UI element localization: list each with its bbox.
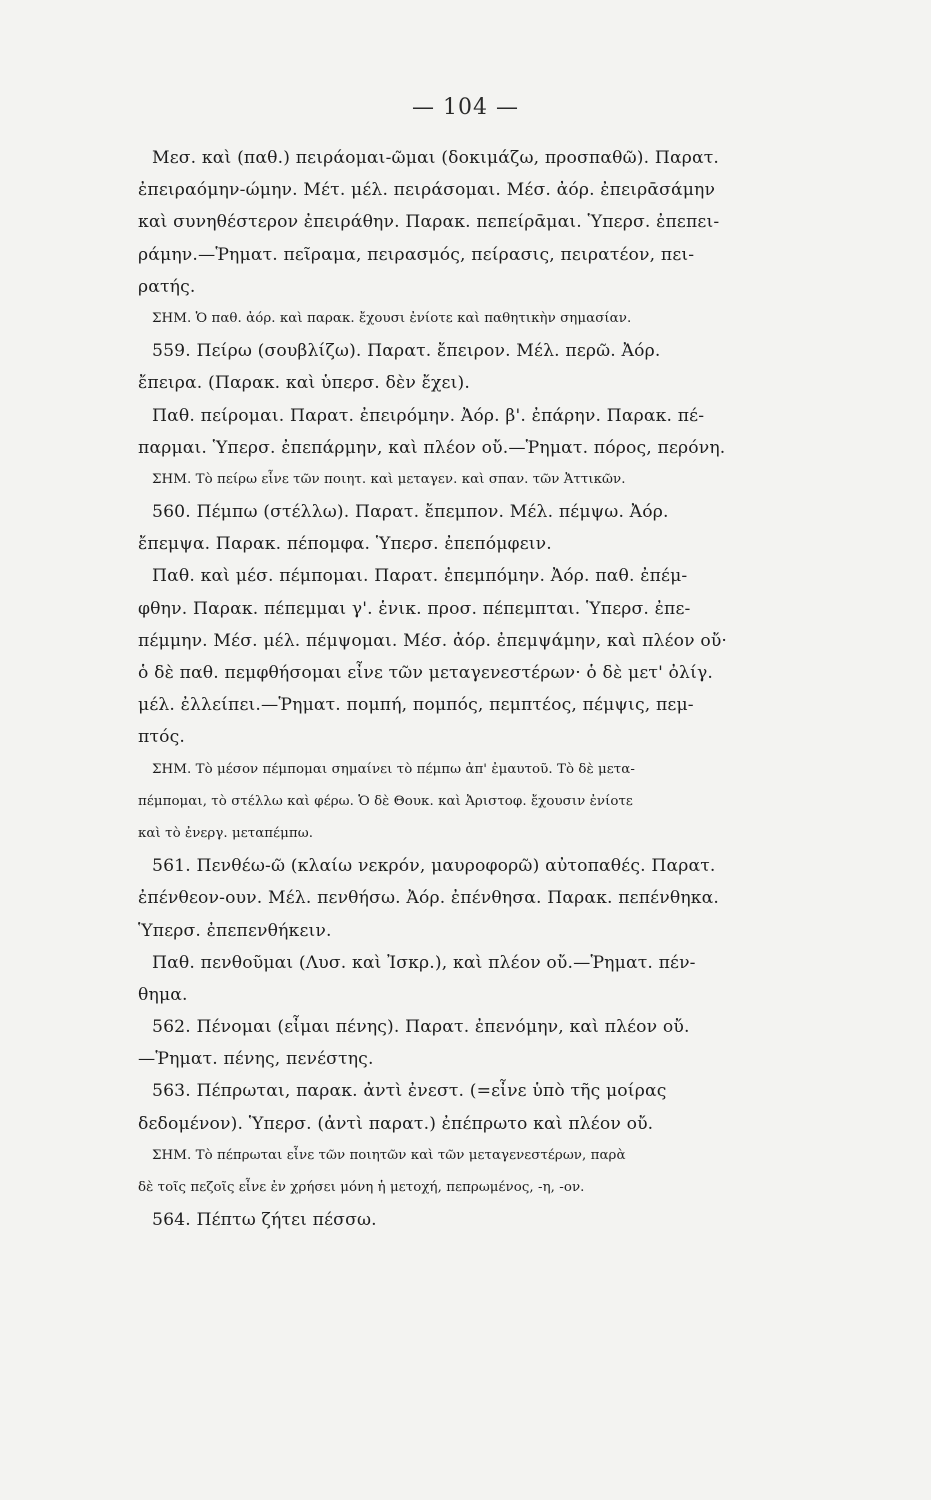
text-line: μέλ. ἐλλείπει.—Ῥηματ. πομπή, πομπός, πεμπτέος, πέμψις, πεμ- xyxy=(138,695,694,716)
text-line: Παθ. καὶ μέσ. πέμπομαι. Παρατ. ἐπεμπόμην. Ἀόρ. παθ. ἐπέμ- xyxy=(152,566,688,587)
note-line: δὲ τοῖς πεζοῖς εἶνε ἐν χρήσει μόνη ἡ μετοχή, πεπρωμένος, -η, -ον. xyxy=(138,1180,585,1195)
text-line: 564. Πέπτω ζήτει πέσσω. xyxy=(152,1210,377,1231)
text-line: δεδομένον). Ὑπερσ. (ἀντὶ παρατ.) ἐπέπρωτο καὶ πλέον οὔ. xyxy=(138,1113,654,1134)
text-line: ἔπεμψα. Παρακ. πέπομφα. Ὑπερσ. ἐπεπόμφειν. xyxy=(138,534,552,555)
note-line: καὶ τὸ ἐνεργ. μεταπέμπω. xyxy=(138,825,314,841)
text-line: φθην. Παρακ. πέπεμμαι γ'. ἑνικ. προσ. πέπεμπται. Ὑπερσ. ἐπε- xyxy=(138,598,691,619)
text-line: ὁ δὲ παθ. πεμφθήσομαι εἶνε τῶν μεταγενεστέρων· ὁ δὲ μετ' ὀλίγ. xyxy=(138,663,714,683)
text-line: Μεσ. καὶ (παθ.) πειράομαι-ῶμαι (δοκιμάζω, προσπαθῶ). Παρατ. xyxy=(152,148,720,168)
text-line: 560. Πέμπω (στέλλω). Παρατ. ἔπεμπον. Μέλ. πέμψω. Ἀόρ. xyxy=(152,502,669,523)
text-line: πέμμην. Μέσ. μέλ. πέμψομαι. Μέσ. ἀόρ. ἐπεμψάμην, καὶ πλέον οὔ· xyxy=(138,630,728,651)
text-line: 559. Πείρω (σουβλίζω). Παρατ. ἔπειρον. Μέλ. περῶ. Ἀόρ. xyxy=(152,341,661,362)
page-body xyxy=(138,142,828,1236)
text-line: 561. Πενθέω-ῶ (κλαίω νεκρόν, μαυροφορῶ) αὐτοπαθές. Παρατ. xyxy=(152,856,716,877)
text-line: 563. Πέπρωται, παρακ. ἀντὶ ἐνεστ. (=εἶνε ὑπὸ τῆς μοίρας xyxy=(152,1081,667,1102)
text-line: Παθ. πείρομαι. Παρατ. ἐπειρόμην. Ἀόρ. β'. ἐπάρην. Παρακ. πέ- xyxy=(152,405,705,426)
note-line: ΣΗΜ. Τὸ μέσον πέμπομαι σημαίνει τὸ πέμπω ἀπ' ἐμαυτοῦ. Τὸ δὲ μετα- xyxy=(152,761,635,777)
text-line: Ὑπερσ. ἐπεπενθήκειν. xyxy=(138,920,332,941)
note-line: ΣΗΜ. Ὁ παθ. ἀόρ. καὶ παρακ. ἔχουσι ἐνίοτε καὶ παθητικὴν σημασίαν. xyxy=(152,310,632,326)
text-line: παρμαι. Ὑπερσ. ἐπεπάρμην, καὶ πλέον οὔ.—Ῥηματ. πόρος, περόνη. xyxy=(138,437,726,458)
text-line: ἔπειρα. (Παρακ. καὶ ὑπερσ. δὲν ἔχει). xyxy=(138,373,470,394)
note-line: πέμπομαι, τὸ στέλλω καὶ φέρω. Ὁ δὲ Θουκ. καὶ Ἀριστοφ. ἔχουσιν ἐνίοτε xyxy=(138,793,633,809)
text-line: 562. Πένομαι (εἶμαι πένης). Παρατ. ἐπενόμην, καὶ πλέον οὔ. xyxy=(152,1017,690,1038)
text-line: ρατής. xyxy=(138,276,196,297)
text-line: πτός. xyxy=(138,727,185,748)
text-line: ἐπένθεον-ουν. Μέλ. πενθήσω. Ἀόρ. ἐπένθησα. Παρακ. πεπένθηκα. xyxy=(138,888,720,909)
text-line: καὶ συνηθέστερον ἐπειράθην. Παρακ. πεπείρᾱμαι. Ὑπερσ. ἐπεπει- xyxy=(138,212,720,233)
page-number: — 104 — xyxy=(412,95,519,120)
text-line: ἐπειραόμην-ώμην. Μέτ. μέλ. πειράσομαι. Μέσ. ἀόρ. ἐπειρᾱσάμην xyxy=(138,180,716,201)
note-line: ΣΗΜ. Τὸ πείρω εἶνε τῶν ποιητ. καὶ μεταγεν. καὶ σπαν. τῶν Ἀττικῶν. xyxy=(152,471,626,487)
text-line: Παθ. πενθοῦμαι (Λυσ. καὶ Ἰσκρ.), καὶ πλέον οὔ.—Ῥηματ. πέν- xyxy=(152,952,696,973)
text-line: ράμην.—Ῥηματ. πεῖραμα, πειρασμός, πείρασις, πειρατέον, πει- xyxy=(138,244,695,265)
text-line: θημα. xyxy=(138,984,188,1005)
note-line: ΣΗΜ. Τὸ πέπρωται εἶνε τῶν ποιητῶν καὶ τῶν μεταγενεστέρων, παρὰ xyxy=(152,1147,626,1163)
text-line: —Ῥηματ. πένης, πενέστης. xyxy=(138,1049,374,1070)
